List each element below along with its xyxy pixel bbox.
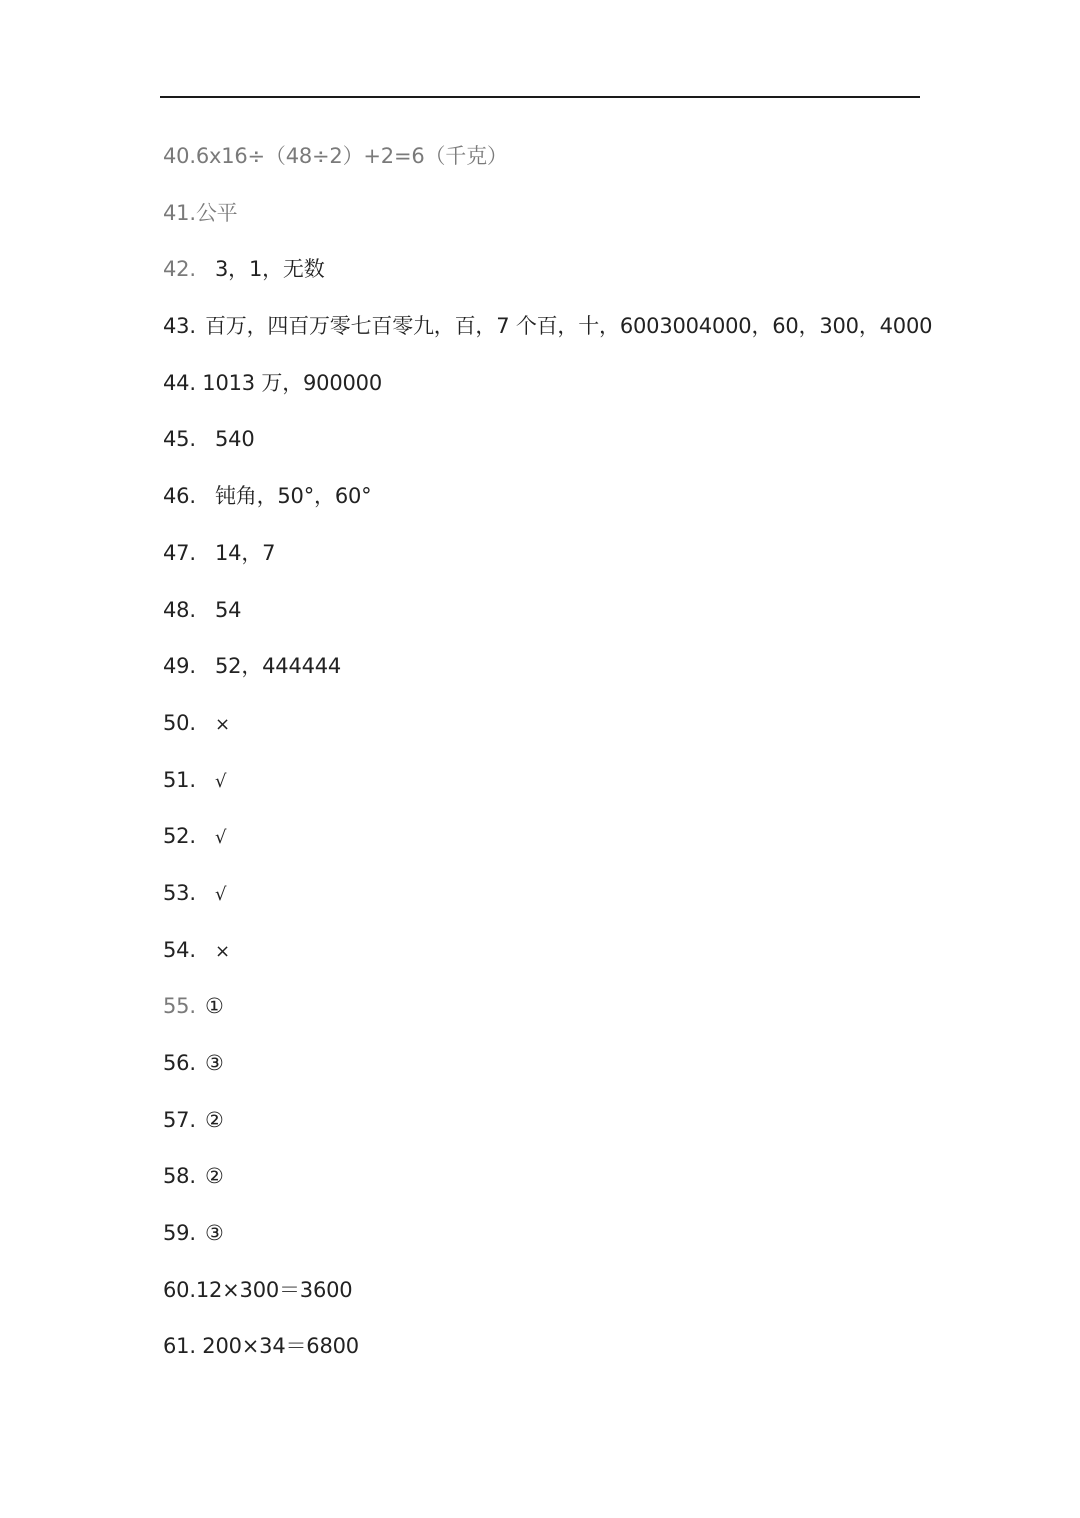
check-mark-icon: √ (215, 883, 227, 905)
answer-48 (163, 592, 943, 649)
circled-number-icon: ② (205, 1164, 224, 1189)
answer-number: 44. (163, 370, 196, 395)
answer-text: 3，1，无数 (215, 257, 325, 282)
answer-list (163, 138, 943, 1385)
answer-text: 14，7 (215, 540, 276, 565)
answer-44 (163, 365, 943, 422)
answer-53 (163, 875, 943, 932)
circled-number-icon: ② (205, 1107, 224, 1132)
answer-number: 49. (163, 654, 196, 679)
circled-number-icon: ③ (205, 1221, 224, 1246)
answer-text: 公平 (195, 200, 238, 225)
circled-number-icon: ③ (205, 1051, 224, 1075)
answer-number: 51. (163, 767, 196, 792)
answer-text: 540 (215, 427, 255, 452)
answer-46 (163, 478, 943, 535)
answer-text: 54 (215, 597, 242, 622)
answer-number: 55. (163, 994, 196, 1019)
answer-text: 钝角，50°，60° (215, 484, 372, 509)
answer-text: 200×34＝6800 (202, 1334, 359, 1359)
answer-51 (163, 762, 943, 819)
answer-text: 6x16÷（48÷2）+2=6（千克） (195, 144, 508, 168)
answer-text: 12×300＝3600 (195, 1277, 353, 1302)
answer-52 (163, 818, 943, 875)
answer-42 (163, 251, 943, 308)
answer-number: 54. (163, 937, 196, 962)
answer-number: 46. (163, 484, 196, 509)
answer-number: 45. (163, 427, 196, 452)
cross-mark-icon: × (215, 713, 230, 735)
check-mark-icon: √ (215, 827, 227, 849)
answer-40 (163, 138, 943, 195)
page-header-rule (160, 96, 920, 98)
answer-60 (163, 1272, 943, 1329)
answer-text: 52，444444 (215, 654, 342, 679)
answer-number: 48. (163, 597, 196, 622)
answer-50 (163, 705, 943, 762)
answer-number: 47. (163, 540, 196, 565)
answer-45 (163, 421, 943, 478)
answer-number: 52. (163, 824, 196, 849)
answer-number: 59. (163, 1221, 196, 1246)
answer-number: 50. (163, 710, 196, 735)
answer-number: 43. (163, 314, 196, 339)
answer-47 (163, 535, 943, 592)
answer-49 (163, 648, 943, 705)
answer-61 (163, 1328, 943, 1385)
cross-mark-icon: × (215, 940, 230, 962)
answer-56 (163, 1045, 943, 1102)
answer-number: 53. (163, 880, 196, 905)
answer-41 (163, 195, 943, 252)
answer-55 (163, 988, 943, 1045)
answer-number: 40. (163, 144, 196, 168)
answer-number: 42. (163, 257, 196, 282)
answer-59 (163, 1215, 943, 1272)
circled-number-icon: ① (205, 994, 224, 1019)
answer-number: 56. (163, 1051, 196, 1075)
answer-text: 1013 万，900000 (202, 370, 382, 395)
answer-number: 60. (163, 1277, 196, 1302)
answer-number: 58. (163, 1164, 196, 1189)
answer-number: 41. (163, 200, 196, 225)
answer-54 (163, 932, 943, 989)
check-mark-icon: √ (215, 770, 227, 792)
answer-number: 57. (163, 1107, 196, 1132)
answer-57 (163, 1102, 943, 1159)
answer-text: 百万，四百万零七百零九，百，7 个百，十，6003004000，60，300，4000 (205, 314, 933, 339)
answer-58 (163, 1158, 943, 1215)
answer-43 (163, 308, 943, 365)
answer-number: 61. (163, 1334, 196, 1359)
